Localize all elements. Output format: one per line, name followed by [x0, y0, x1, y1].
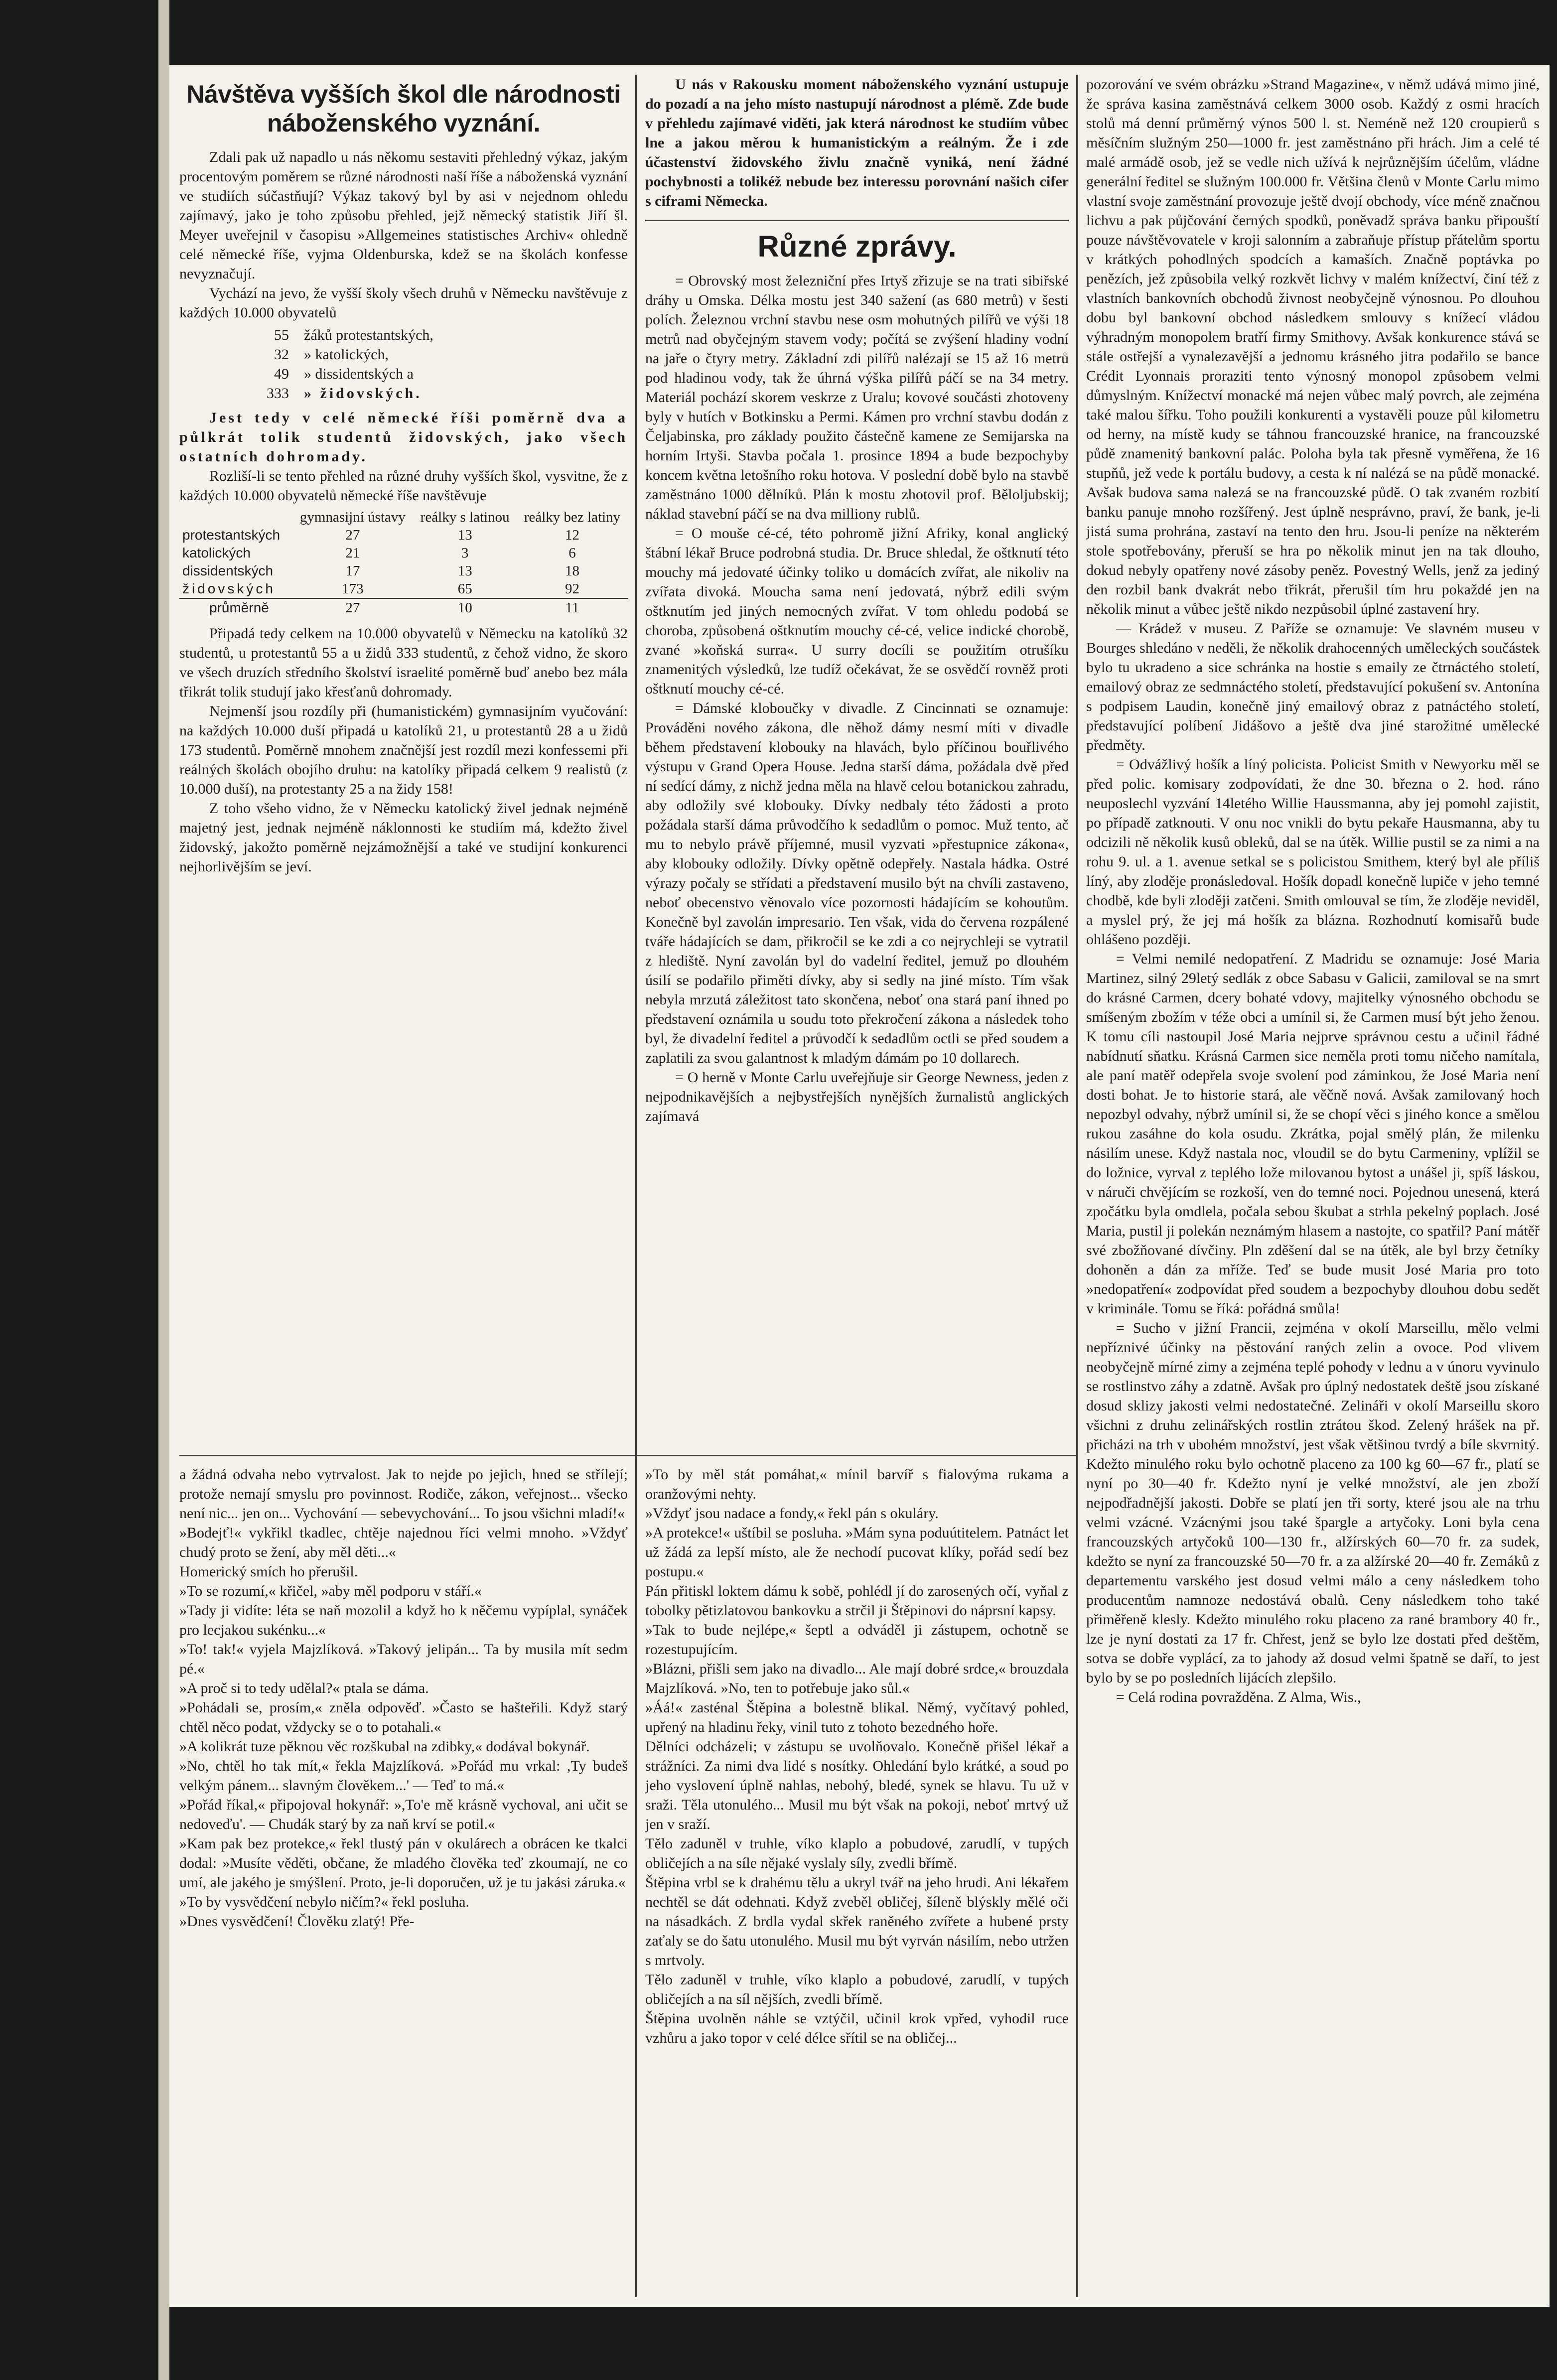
list-item	[249, 325, 628, 345]
news-body	[645, 271, 1069, 1126]
news-item: = Celá rodina povražděna. Z Alma, Wis.,	[1116, 1689, 1361, 1705]
list-text: » židovských.	[304, 385, 422, 402]
list-text: » dissidentských a	[304, 366, 414, 382]
table-cell: židovských	[182, 581, 276, 596]
news-body	[1086, 75, 1540, 1707]
list-text: » katolických,	[304, 346, 389, 363]
article-paragraph: Rozliší-li se tento přehled na různé druhy vyšších škol, vysvitne, že z každých 10.000 obyvatelů německé říše navštěvuje	[179, 468, 628, 504]
article-paragraph: Nejmenší jsou rozdíly při (humanistickém) gymnasijním vyučování: na každých 10.000 duší připadá u katolíků 21, u protestantů 28 a u židů 173 studentů. Poměrně mnohem značnější jest rozdíl mezi konfessemi při reálných školách obojího druhu: na katolíky připadá celkem 9 realistů (z 10.000 duší), na protestanty 25 a na židy 158!	[179, 703, 628, 797]
table-row	[179, 580, 628, 598]
table-cell: dissidentských	[182, 563, 274, 578]
article-paragraph: Jest tedy v celé německé říši poměrně dva a půlkrát tolik studentů židovských, jako všech ostatních dohromady.	[179, 410, 628, 465]
table-total-row	[179, 598, 628, 617]
article-paragraph: Z toho všeho vidno, že v Německu katolický živel jednak nejméně majetný jest, jednak nejméně náklonnosti ke studiím má, kdežto živel židovský, jakožto poměrně nejzámožnější a také ve studijní konkurenci nejhorlivějším se jeví.	[179, 800, 628, 875]
news-item: = O mouše cé-cé, této pohromě jižní Afriky, konal anglický štábní lékař Bruce podrobná studia. Dr. Bruce shledal, že oštknutí této mouchy má jedovaté účinky toliko u domácích zvířat, ale nikoliv na zvířata divoká. Moucha sama není jedovatá, nýbrž edili svým oštknutím jed jiných nemocných zvířat. V tom ohledu podobá se choroba, způsobená oštknutím mouchy cé-cé, velice indické chorobě, zvané »koňská surra«. U surry docíli se použitím otrušíku znamenitých výsledků, lze tudíž očekávat, že se osvědčí rovněž proti oštknutí mouchy cé-cé.	[645, 525, 1069, 697]
article-body	[645, 75, 1069, 211]
news-item: — Krádež v museu. Z Paříže se oznamuje: Ve slavném museu v Bourges shledáno v neděli, že několik drahocenných uměleckých součástek bylo tu ukradeno a sice schránka na hostie s emaily ze čtrnáctého století, emailový obraz ze sedmnáctého století, představující pokušení sv. Antonína s podpisem Laudin, konečně jiný emailový obraz z patnáctého století, představující políbení Jidášovo a ještě dva jiné starožitné umělecké předměty.	[1086, 620, 1540, 753]
news-item: = Velmi nemilé nedopatření. Z Madridu se oznamuje: José Maria Martinez, silný 29letý sedlák z obce Sabasu v Galicii, zamiloval se na smrt do krásné Carmen, dcery bohaté vdovy, majitelky výnosného obchodu se smíšeným zbožím v téže obci a umínil si, že Carmen musí být jeho ženou. K tomu cíli nastoupil José Maria nejprve správnou cestu a učinil řádné nabídnutí sňatku. Krásná Carmen sice neměla proti tomu ničeho namítala, ale paní matěř odepřela svoje svolení pod záminkou, že José Maria není dosti bohat. Je to historie stará, ale věčně nová. Avšak zamilovaný hoch nepozbyl odvahy, nýbrž umínil si, že se chopí věci s jiného konce a smělou rukou zasáhne do kola osudu. Zkrátka, pojal smělý plán, že milenku násilím unese. Když nastala noc, vloudil se do bytu Carmeniny, vplížil se do ložnice, vyrval z teplého lože milovanou bytost a unášel ji, spíš láskou, v náruči chvějícím se rozkoší, ven do temné noci. Pojednou unesená, která zpočátku byla omdlela, počala sebou škubat a strhla pekelný poplach. José Maria, pustil ji polekán neznámým hlasem a nastojte, co spatřil? Paní mátěř své zbožňované dívčiny. Pln zděšení dal se na útěk, ale byl brzy četníky dohoněn a dán za mříže. Teď se bude musit José Maria pro toto »nedopatření« zodpovídat před soudem a bezpochyby dlouhou dobu sedět v kriminále. Tomu se říká: pořádná smůla!	[1086, 951, 1540, 1317]
news-item: = Obrovský most železniční přes Irtyš zřizuje se na trati sibiřské dráhy u Omska. Délka mostu jest 340 sažení (as 680 metrů) v šesti polích. Železnou vrchní stavbu nese osm mohutných pilířů ve výši 18 metrů nad obyčejným stavem vody; počítá se zvýšení hladiny vodní na jaře o čtyry metry. Základní zdi pilířů nalézají se 15 až 16 metrů pod hladinou vody, tak že úhrná výška pilířů páčí se na 34 metry. Materiál pochází skorem veskrze z Uralu; kovové součásti zhotoveny byly v hutích v Botkinsku a Permi. Kámen pro vrchní stavbu dodán z Čeljabinska, pro základy použito částečně kamene ze Semijarska na horním Irtyši. Stavba počala 1. prosince 1894 a bude bezpochyby koncem května letošního roku hotova. V poslední době bylo na stavbě zaměstnáno 1000 dělníků. Plán k mostu zhotovil prof. Běloljubskij; náklad stavební páčí se na dva milliony rublů.	[645, 273, 1069, 522]
article-paragraph: Vychází na jevo, že vyšší školy všech druhů v Německu navštěvuje z každých 10.000 obyvatelů	[179, 285, 628, 321]
table-cell: katolických	[182, 545, 251, 560]
table-row	[179, 562, 628, 580]
table-header: reálky s latinou	[420, 509, 510, 525]
article-paragraph: Zdali pak už napadlo u nás někomu sestaviti přehledný výkaz, jakým procentovým poměrem se různé národnosti naší říše a náboženská vyznání ve studiích súčastňují? Výkaz takový byl by asi v nejednom ohledu zajímavý, jako je toho způsobu přehled, jejž německý statistik Jiří šl. Meyer uveřejnil v časopisu »Allgemeines statistisches Archiv« ohledně celé německé říše, vyjma Oldenburska, kdež se na školách konfesse nevyznačují.	[179, 149, 628, 282]
table-cell: 10	[414, 598, 517, 617]
list-item	[249, 384, 628, 403]
feuilleton-text: »To by měl stát pomáhat,« mínil barvíř s fialovýma rukama a oranžovými nehty. »Vždyť jsou nadace a fondy,« řekl pán s okuláry. »A protekce!« uštíbil se posluha. »Mám syna poduútitelem. Patnáct let už žádá za lepší místo, ale že nechodí pucovat klíky, pořád sedí bez postupu.« Pán přitiskl loktem dámu k sobě, pohlédl jí do zarosených očí, vyňal z tobolky pětizlatovou bankovku a strčil ji Štěpinovi do náprsní kapsy. »Tak to bude nejlépe,« šeptl a odváděl ji zástupem, ochotně se rozestupujícím. »Blázni, přišli sem jako na divadlo... Ale mají dobré srdce,« brouzdala Majzlíková. »No, ten to potřebuje jako sůl.« »Áá!« zasténal Štěpina a bolestně blikal. Němý, vyčítavý pohled, upřený na hladinu řeky, vinil tuto z tohoto bezedného hoře. Dělníci odcházeli; v zástupu se uvolňovalo. Konečně přišel lékař a strážníci. Za nimi dva lidé s nosítky. Ohledání bylo krátké, a soud po jeho vyslovení úplně nahlas, nebohý, bledé, synek se hlavu. Tu už v sraži. Těla utonulého... Musil mu být však na pokoji, neboť mrtvý už jen v sraží. Tělo zaduněl v truhle, víko klaplo a pobudové, zarudlí, v tupých obličejích a na síle nějaké vyslaly síly, zvedli břímě. Štěpina vrbl se k drahému tělu a ukryl tvář na jeho hrudi. Ani lékařem nechtěl se dát odehnati. Když zveběl obličej, šíleně blýskly mělé oči na násadkách. Z brdla vydal skřek raněného zvířete a hubené prsty zaťaly se do šatu utonulého. Musil mu být vyrván násilím, nebo utržen s mrtvoly. Tělo zaduněl v truhle, víko klaplo a pobudové, zarudlí, v tupých obličejích a na síl nějších, zvedli břímě. Štěpina uvolněn náhle se vztýčil, učinil krok vpřed, vyhodil ruce vzhůru a jako topor v celé délce sřítil se na obličej...	[645, 1466, 1069, 2046]
table-cell: 17	[345, 563, 360, 579]
article-body	[179, 624, 628, 876]
list-number: 49	[274, 366, 289, 382]
article-body	[179, 147, 628, 322]
news-item: pozorování ve svém obrázku »Strand Magazine«, v němž udává mimo jiné, že správa kasina zaměstnává celkem 3000 osob. Každý z osmi hracích stolů má denní průměrný výnos 500 l. st. Neméně než 120 croupierů s měsíčním služným 250—1000 fr. jest zaměstnáno při hrách. Jim a celé té malé armádě osob, jež se vedle nich užívá k nejrůznějším účelům, vládne generální ředitel se služným 100.000 fr. Většina členů v Monte Carlu mimo vlastní svoje zaměstnání provozuje ještě dvojí obchody, více méně značnou lichvu a pak půjčování černých spodků, poněvadž správa banku připouští pouze návštěvovatele v kroji salonním a zabraňuje přístup přátelům sportu v krátkých pohodlných spodcích a kamaších. Značně poptávka po penězích, jež způsobila velký rozkvět lichvy v malém knížectví, činí též z vlastních bankovních obchodů živnost neobyčejně výnosnou. Po dlouhou dobu byl bankovní obchod následkem smlouvy s knížecí vládou výhradným monopolem bratří firmy Smithovy. Avšak konkurence stává se stále ostřejší a vynalezavější a jednomu krásného jitra podařilo se bance Crédit Lyonnais proraziti tento výnosný monopol způsobem velmi důmyslným. Knížectví monacké má nejen vůbec malý povrch, ale zejména také malou šířku. Toho použili konkurenti a vystavěli pouze půl kilometru od herny, na místě kudy se táhnou francouzské hranice, na francouzské půdě znamenitý bankovní palác. Poloha byla tak přesně vyměřena, že 16 stupňů, jež vede k portálu budovy, a cesta k ní nalézá se na půdě monacké. Avšak budova sama nalezá se na francouzské půdě. O tak zvaném rozbití banku panuje mnoho rozšířený. Jest úplně nesprávno, praví, že bank, je-li jistá suma prohrána, zastaví na tento den hru. Jsou-li peníze na některém stole spotřebovány, přeruší se hra po několik minut jen na tak dlouho, dokud nebyly opatřeny nové zásoby peněz. Povestný Wells, jenž za jediný den rozbil bank dvakrát nebo třikrát, přerušil tím hru pokaždé jen na několik minut a vůbec ještě nikdo nezpůsobil úplné zastavení hry.	[1086, 76, 1540, 617]
column-3	[1086, 75, 1540, 2297]
list-number: 32	[274, 346, 289, 363]
table-cell: 11	[517, 598, 628, 617]
table-cell: 12	[565, 527, 579, 543]
table-cell: 27	[292, 598, 413, 617]
table-cell: 65	[457, 581, 472, 597]
news-item: = O herně v Monte Carlu uveřejňuje sir George Newness, jeden z nejpodnikavějších a nejbystřejších nynějších žurnalistů anglických zajímavá	[645, 1069, 1069, 1124]
list-text: žáků protestantských,	[304, 327, 433, 343]
list-item	[249, 345, 628, 364]
news-item: = Dámské kloboučky v divadle. Z Cincinnati se oznamuje: Prováděni nového zákona, dle něhož dámy nesmí míti v divadle během představení klobouky na hlavách, bylo příčinou bouřlivého výstupu v Grand Opera House. Jedna starší dáma, požádala dvě před ní sedící dámy, z nichž jedna měla na hlavě celou botanickou zahradu, aby odložily své klobouky. Dívky nedbaly této žádosti a proto požádala starší dáma průvodčího k sedadlům o pomoc. Muž tento, ač mu to nebylo právě příjemné, musil vyzvati »přestupnice zákona«, aby klobouky odložily. Dívky opětně odepřely. Nastala hádka. Ostré výrazy počaly se střídati a představení musilo být na chvíli zastaveno, neboť obecenstvo věnovalo více pozornosti hádajícím se kohoutům. Konečně byl zavolán impresario. Ten však, vida do červena rozpálené tváře hádajících se dam, přikročil se ke zdi a co nejrychleji se vytratil z hlediště. Nyní zavolán byl do vadelní ředitel, jemuž po dlouhém úsilí se podařilo přiměti dívky, aby si sedly na jiné místo. Tím však nebyla mrzutá záležitost tato skončena, neboť ona stará paní ihned po představení oznámila u soudu toto překročení zákona a následek toho byl, že divadelní ředitel a průvodčí k sedadlům octli se před soudem a zaplatili za svou galantnost k mladým dámám po 10 dollarech.	[645, 700, 1069, 1066]
student-ratio-list	[249, 325, 628, 403]
table-cell: průměrně	[179, 598, 292, 617]
binding-edge	[158, 0, 169, 2380]
table-cell: 3	[461, 545, 469, 561]
statistics-table	[179, 508, 628, 617]
table-cell: 21	[345, 545, 360, 561]
article-paragraph: Připadá tedy celkem na 10.000 obyvatelů v Německu na katolíků 32 studentů, u protestantů 55 a u židů 333 studentů, z čehož vidno, že skoro ve všech druzích středního školství israelité poměrně buď anebo bez mála třikrát tolik studují jako křesťanů dohromady.	[179, 625, 628, 700]
newspaper-page	[169, 65, 1550, 2307]
news-section-title: Různé zprávy.	[757, 230, 957, 263]
table-cell: 6	[568, 545, 576, 561]
feuilleton-column-2	[645, 1465, 1069, 2297]
article-body	[179, 408, 628, 505]
list-number: 55	[274, 327, 289, 343]
table-cell: 92	[565, 581, 579, 597]
table-cell: 27	[345, 527, 360, 543]
table-cell: 18	[565, 563, 579, 579]
news-item: = Sucho v jižní Francii, zejména v okolí Marseillu, mělo velmi nepříznivé účinky na pěstování raných zelin a ovoce. Pod vlivem neobyčejně mírné zimy a zejména teplé pohody v lednu a v únoru vyvinulo se rostlinstvo záhy a zdatně. Avšak pro úplný nedostatek deště jsou získané dosud sklizy jakosti velmi nedostatečné. Zelináři v okolí Marseillu skoro všichni z druhu zelinářských rostlin ztrátou škod. Zelený hrášek na př. přicházi na trh v ubohém množství, jest však většinou tvrdý a bíle skvrnitý. Kdežto minulého roku bylo ochotně placeno za 100 kg 60—67 fr., platí se nyní po 30—40 fr. Kdežto nyní je velké množství, ale jen zboží nejpodřadnější jakosti. Dobře se platí jen tři sorty, které jsou ale na trhu velmi vzácné. Vzácnými jsou také špargle a artyčoky. Loni byla cena francouzských artyčoků 100—130 fr., alžírských 60—70 fr. za sudek, kdežto se nyní za francouzské 50—70 fr. a za alžírské 20—40 fr. Zemáků z departementu varského jest dosud velmi málo a ceny následkem toho producentům namnoze nedostává obalů. Ceny následkem toho také přiměřeně klesly. Kdežto minulého roku placeno za rané brambory 40 fr., lze je nyní dostati za 17 fr. Chřest, jenž se bylo lze dostati před deštěm, sotva se dobře vyplácí, za to jahody až dosud velmi špatně se daří, to jest bylo by se po posledních lijácích zlepšilo.	[1086, 1320, 1540, 1686]
table-cell: 13	[457, 527, 472, 543]
table-header-row	[179, 508, 628, 526]
table-header: gymnasijní ústavy	[299, 509, 406, 525]
article-paragraph: U nás v Rakousku moment náboženského vyznání ustupuje do pozadí a na jeho místo nastupují národnost a plémě. Zde bude v přehledu zajímavé viděti, jak která národnost ke studiím vůbec lne a jakou měrou k humanistickým a reálným. Že i zde účastenství židovského živlu značně vyniká, není žádné pochybnosti a tolikéž nebude bez interessu porovnání našich cifer s ciframi Německa.	[645, 76, 1069, 209]
table-row	[179, 544, 628, 562]
section-rule	[179, 1455, 1076, 1456]
table-header: reálky bez latiny	[524, 509, 621, 525]
table-row	[179, 526, 628, 544]
list-item	[249, 364, 628, 384]
column-2-top	[645, 75, 1069, 1450]
section-rule	[645, 220, 1069, 221]
column-rule	[635, 75, 637, 2297]
column-1-top	[179, 75, 628, 1450]
feuilleton-text: a žádná odvaha nebo vytrvalost. Jak to nejde po jejich, hned se střílejí; protože nemají smyslu pro povinnost. Rodiče, zákon, veřejnost... všecko není nic... jen on... Vychování — sebevychování... To jsou všichni mladí!« »Bodejť!« vykřikl tkadlec, chtěje najednou říci velmi mnoho. »Vždyť chudý proto se žení, aby měl děti...« Homerický smích ho přerušil. »To se rozumí,« křičel, »aby měl podporu v stáří.« »Tady ji vidíte: léta se naň mozolil a když ho k něčemu vypíplal, synáček pro lecjakou sukénku...« »To! tak!« vyjela Majzlíková. »Takový jelipán... Ta by musila mít sedm pé.« »A proč si to tedy udělal?« ptala se dáma. »Pohádali se, prosím,« zněla odpověď. »Často se hašteřili. Když starý chtěl něco podat, vždycky se o to potahali.« »A kolikrát tuze pěknou věc rozškubal na zdibky,« dodával bokynář. »No, chtěl ho tak mít,« řekla Majzlíková. »Pořád mu vrkal: ,Ty budeš velkým pánem... slavným člověkem...' — Teď to má.« »Pořád říkal,« připojoval hokynář: »,To'e mě krásně vychoval, ani učit se nedoveďu'. — Chudák starý by za naň krví se potil.« »Kam pak bez protekce,« řekl tlustý pán v okulárech a obrácen ke tkalci dodal: »Musíte věděti, občane, že mladého člověka teď zkoumají, ne co umí, ale jakého je smýšlení. Proto, je-li doporučen, už je tu jakási záruka.« »To by vysvědčení nebylo ničím?« řekl posluha. »Dnes vysvědčení! Člověku zlatý! Pře-	[179, 1466, 628, 1930]
table-cell: 13	[457, 563, 472, 579]
table-header	[179, 508, 292, 526]
list-number: 333	[267, 385, 289, 402]
table-cell: 173	[342, 581, 364, 597]
news-item: = Odvážlivý hošík a líný policista. Policist Smith v Newyorku měl se před polic. komisary zodpovídati, že dne 30. března o 2. hod. ráno neuposlechl vyzvání 14letého Willie Haussmanna, aby jej pomohl zajistit, po případě zatknouti. V onu noc vnikli do bytu pekaře Hausmanna, aby tu odcizili ně několik kusů obleků, dal se na útěk. Willie pustil se za nimi a na rohu 9. ul. a 1. avenue setkal se s policistou Smithem, který byl ale příliš líný, aby zloděje pronásledoval. Hošík dopadl konečně lupiče v jeho temné chodbě, kde byli zloději zatčeni. Smith omlouval se tím, že zloděje neviděl, a myslel prý, že jej má hošík za blázna. Rozhodnutí komisařů bude ohlášeno později.	[1086, 756, 1540, 948]
feuilleton-column-1	[179, 1465, 628, 2297]
article-headline: Návštěva vyšších škol dle národnosti náboženského vyznání.	[186, 80, 621, 137]
table-cell: protestantských	[182, 527, 281, 543]
column-rule	[1076, 75, 1078, 2297]
